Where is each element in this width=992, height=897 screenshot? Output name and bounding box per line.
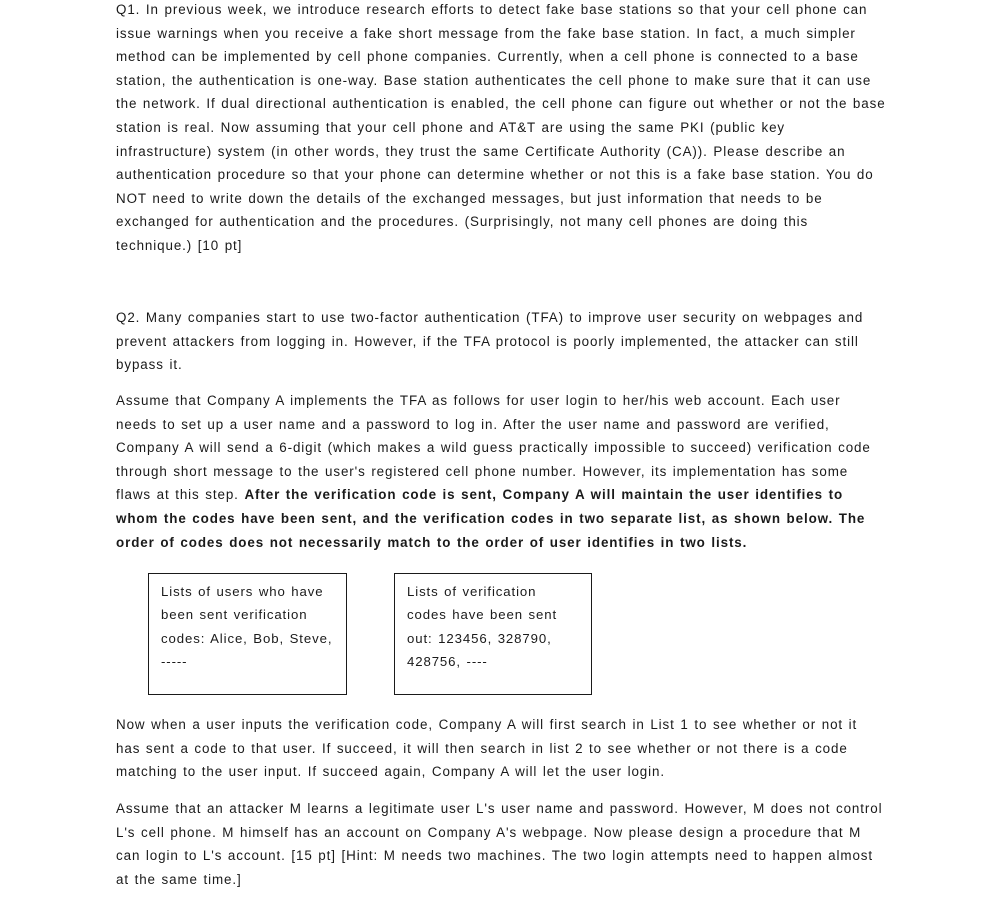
- question-1-text: Q1. In previous week, we introduce research efforts to detect fake base stations so that your cell phone can issue warnings when you receive a fake short message from the fake base station. In fact, a much simpler method can be implemented by cell phone companies. Currently, when a cell phone is connected to a base station, the authentication is one-way. Base station authenticates the cell phone to make sure that it can use the network. If dual directional authentication is enabled, the cell phone can figure out whether or not the base station is real. Now assuming that your cell phone and AT&T are using the same PKI (public key infrastructure) system (in other words, they trust the same Certificate Authority (CA)). Please describe an authentication procedure so that your phone can determine whether or not this is a fake base station. You do NOT need to write down the details of the exchanged messages, but just information that needs to be exchanged for authentication and the procedures. (Surprisingly, not many cell phones are doing this technique.) [10 pt]: [116, 2, 886, 253]
- tfa-implementation-paragraph: [116, 389, 886, 554]
- list-1-box: [148, 573, 347, 695]
- list-1-text: Lists of users who have been sent verification codes: Alice, Bob, Steve, -----: [161, 584, 333, 670]
- tfa-flaw-bold-text: After the verification code is sent, Company A will maintain the user identifies to whom the codes have been sent, and the verification codes in two separate list, as shown below. The order of codes does not necessarily match to the order of user identifies in two lists.: [116, 487, 866, 550]
- list-2-box: [394, 573, 592, 695]
- verification-procedure-paragraph: Now when a user inputs the verification code, Company A will first search in List 1 to see whether or not it has sent a code to that user. If succeed, it will then search in list 2 to see whether or not there is a code matching to the user input. If succeed again, Company A will let the user login.: [116, 717, 858, 780]
- question-2-intro: Q2. Many companies start to use two-factor authentication (TFA) to improve user security on webpages and prevent attackers from logging in. However, if the TFA protocol is poorly implemented, the attacker can still bypass it.: [116, 310, 864, 373]
- tfa-implementation-text: Assume that Company A implements the TFA as follows for user login to her/his web account. Each user needs to set up a user name and a password to log in. After the user name and password are verified, Company A will send a 6-digit (which makes a wild guess practically impossible to succeed) verification code through short message to the user's registered cell phone number. However, its implementation has some flaws at this step.: [116, 393, 871, 503]
- list-2-text: Lists of verification codes have been sent out: 123456, 328790, 428756, ----: [407, 584, 558, 670]
- attack-question-paragraph: Assume that an attacker M learns a legitimate user L's user name and password. However, M does not control L's cell phone. M himself has an account on Company A's webpage. Now please design a procedure that M can login to L's account. [15 pt] [Hint: M needs two machines. The two login attempts need to happen almost at the same time.]: [116, 801, 883, 887]
